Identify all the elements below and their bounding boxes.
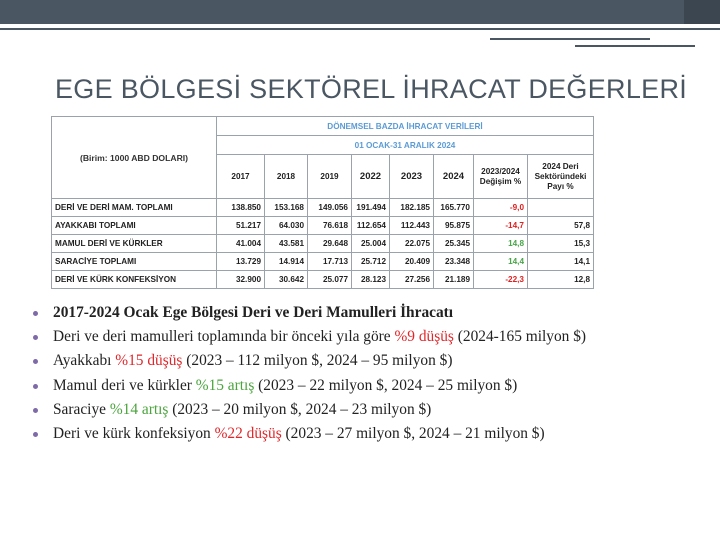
header-top: DÖNEMSEL BAZDA İHRACAT VERİLERİ: [217, 117, 594, 136]
change-cell: -9,0: [474, 199, 528, 217]
cell: 182.185: [390, 199, 434, 217]
bullet-text: (2023 – 20 milyon $, 2024 – 23 milyon $): [168, 400, 432, 418]
cell: 17.713: [308, 253, 352, 271]
change-cell: -14,7: [474, 217, 528, 235]
cell: 28.123: [352, 271, 390, 289]
cell: 191.494: [352, 199, 390, 217]
cell: 76.618: [308, 217, 352, 235]
bullet-text: (2023 – 112 milyon $, 2024 – 95 milyon $): [182, 352, 453, 370]
change-cell: -22,3: [474, 271, 528, 289]
cell: 41.004: [217, 235, 265, 253]
bullet-dot-icon: [33, 359, 38, 364]
accent-dash: [575, 45, 695, 47]
cell: 20.409: [390, 253, 434, 271]
cell: 165.770: [434, 199, 474, 217]
slide-title: EGE BÖLGESİ SEKTÖREL İHRACAT DEĞERLERİ: [55, 74, 688, 104]
cell: 25.077: [308, 271, 352, 289]
row-label: AYAKKABI TOPLAMI: [52, 217, 217, 235]
bullet-dot-icon: [33, 384, 38, 389]
bullet-heading: 2017-2024 Ocak Ege Bölgesi Deri ve Deri Mamulleri İhracatı: [53, 304, 454, 321]
year-header: 2017: [217, 155, 265, 199]
accent-line: [0, 28, 720, 30]
bullet-text: Deri ve kürk konfeksiyon: [53, 424, 215, 442]
bullet-dot-icon: [33, 335, 38, 340]
bullet-highlight-decrease: %22 düşüş: [214, 424, 282, 442]
cell: 51.217: [217, 217, 265, 235]
cell: 149.056: [308, 199, 352, 217]
bullet-text: Saraciye: [53, 400, 110, 418]
bullet-dot-icon: [33, 311, 38, 316]
cell: 14.914: [265, 253, 308, 271]
unit-label: (Birim: 1000 ABD DOLARI): [52, 117, 217, 199]
cell: 25.712: [352, 253, 390, 271]
row-label: DERİ VE KÜRK KONFEKSİYON: [52, 271, 217, 289]
table-row: [52, 235, 594, 253]
year-header: 2022: [352, 155, 390, 199]
cell: 64.030: [265, 217, 308, 235]
change-cell: 14,8: [474, 235, 528, 253]
bullet-highlight-decrease: %15 düşüş: [115, 352, 183, 370]
cell: 25.004: [352, 235, 390, 253]
bullet-item: [33, 375, 586, 399]
bullet-highlight-decrease: %9 düşüş: [394, 328, 454, 346]
table-header-row: [52, 117, 594, 136]
bullet-text: (2024-165 milyon $): [453, 328, 587, 346]
bullet-item: [33, 399, 586, 423]
cell: 138.850: [217, 199, 265, 217]
share-cell: 14,1: [528, 253, 594, 271]
cell: 21.189: [434, 271, 474, 289]
change-cell: 14,4: [474, 253, 528, 271]
cell: 153.168: [265, 199, 308, 217]
cell: 43.581: [265, 235, 308, 253]
bullet-text: (2023 – 22 milyon $, 2024 – 25 milyon $): [254, 376, 518, 394]
bullet-text: Mamul deri ve kürkler: [53, 376, 196, 394]
row-label: DERİ VE DERİ MAM. TOPLAMI: [52, 199, 217, 217]
export-table: [51, 116, 594, 289]
bullet-item: [33, 326, 586, 350]
table-row: [52, 217, 594, 235]
cell: 25.345: [434, 235, 474, 253]
year-header: 2024: [434, 155, 474, 199]
bullet-item: [33, 423, 586, 447]
header-period: 01 OCAK-31 ARALIK 2024: [217, 136, 594, 155]
accent-dash: [490, 38, 650, 40]
table-row: [52, 253, 594, 271]
bullet-highlight-increase: %15 artış: [195, 376, 255, 394]
table-row: [52, 271, 594, 289]
bullet-item: [33, 350, 586, 374]
year-header: 2023: [390, 155, 434, 199]
bullet-dot-icon: [33, 432, 38, 437]
change-header: 2023/2024 Değişim %: [474, 155, 528, 199]
year-header: 2019: [308, 155, 352, 199]
share-cell: 57,8: [528, 217, 594, 235]
top-decorative-bar: [0, 0, 720, 24]
bullet-text: Ayakkabı: [53, 352, 116, 370]
cell: 112.443: [390, 217, 434, 235]
cell: 30.642: [265, 271, 308, 289]
bullet-highlight-increase: %14 artış: [109, 400, 169, 418]
cell: 95.875: [434, 217, 474, 235]
cell: 23.348: [434, 253, 474, 271]
row-label: SARACİYE TOPLAMI: [52, 253, 217, 271]
bullet-text: Deri ve deri mamulleri toplamında bir önceki yıla göre: [53, 328, 395, 346]
share-header: 2024 Deri Sektöründeki Payı %: [528, 155, 594, 199]
share-cell: [528, 199, 594, 217]
bullet-list: [33, 302, 586, 447]
cell: 112.654: [352, 217, 390, 235]
cell: 32.900: [217, 271, 265, 289]
bullet-item: [33, 302, 586, 326]
row-label: MAMUL DERİ VE KÜRKLER: [52, 235, 217, 253]
cell: 22.075: [390, 235, 434, 253]
share-cell: 15,3: [528, 235, 594, 253]
cell: 29.648: [308, 235, 352, 253]
cell: 13.729: [217, 253, 265, 271]
table-row: [52, 199, 594, 217]
bullet-dot-icon: [33, 408, 38, 413]
year-header: 2018: [265, 155, 308, 199]
share-cell: 12,8: [528, 271, 594, 289]
bullet-text: (2023 – 27 milyon $, 2024 – 21 milyon $): [281, 424, 545, 442]
top-bar-corner: [684, 0, 720, 24]
cell: 27.256: [390, 271, 434, 289]
